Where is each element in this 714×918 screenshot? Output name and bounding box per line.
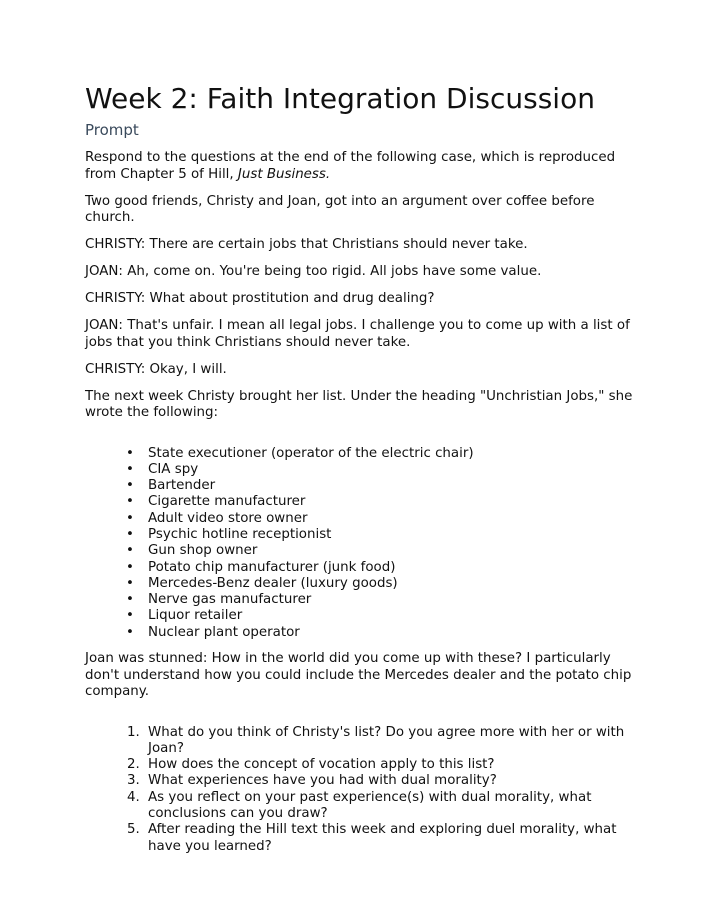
section-heading: Prompt — [85, 121, 139, 139]
question-text: After reading the Hill text this week and exploring duel morality, what have you learned? — [148, 822, 617, 854]
question-number: 5. — [127, 822, 140, 838]
question-item — [85, 822, 645, 855]
paragraph: The next week Christy brought her list. Under the heading "Unchristian Jobs," she wrote the following: — [85, 388, 633, 420]
list-item: • Bartender — [126, 478, 216, 494]
list-item: • State executioner (operator of the electric chair) — [126, 445, 474, 461]
bullet-icon: • — [126, 624, 134, 640]
question-item — [85, 790, 645, 823]
bullet-icon: • — [126, 494, 134, 510]
bullet-icon: • — [126, 575, 134, 591]
list-item: • CIA spy — [126, 461, 199, 477]
book-title: Just Business. — [237, 166, 331, 182]
list-item: • Gun shop owner — [126, 543, 258, 559]
bullet-icon: • — [126, 543, 134, 559]
paragraph: CHRISTY: Okay, I will. — [85, 361, 227, 377]
list-item: • Nuclear plant operator — [126, 624, 300, 640]
bullet-icon: • — [126, 510, 134, 526]
unchristian-jobs-list — [85, 446, 645, 642]
question-text: What do you think of Christy's list? Do you agree more with her or with Joan? — [148, 724, 625, 756]
question-number: 4. — [127, 789, 140, 805]
question-item — [85, 725, 645, 758]
intro-paragraph — [85, 150, 645, 183]
paragraph: Two good friends, Christy and Joan, got into an argument over coffee before church. — [85, 193, 595, 225]
paragraph: JOAN: That's unfair. I mean all legal jobs. I challenge you to come up with a list of jobs that you think Christians should never take. — [85, 318, 630, 350]
document-page — [85, 82, 645, 855]
bullet-icon: • — [126, 445, 134, 461]
question-text: How does the concept of vocation apply to this list? — [148, 757, 495, 773]
paragraph: JOAN: Ah, come on. You're being too rigid. All jobs have some value. — [85, 264, 542, 279]
question-item — [85, 773, 645, 789]
question-text: What experiences have you had with dual morality? — [148, 773, 497, 789]
list-item: • Liquor retailer — [126, 608, 243, 624]
questions-list — [85, 725, 645, 855]
paragraph: CHRISTY: There are certain jobs that Christians should never take. — [85, 237, 528, 252]
bullet-icon: • — [126, 526, 134, 542]
paragraph: CHRISTY: What about prostitution and drug dealing? — [85, 291, 435, 306]
bullet-icon: • — [126, 559, 134, 575]
question-number: 2. — [127, 757, 140, 773]
bullet-icon: • — [126, 478, 134, 494]
question-text: As you reflect on your past experience(s) with dual morality, what conclusions can you draw? — [148, 789, 592, 822]
intro-text: Respond to the questions at the end of the following case, which is reproduced from Chapter 5 of Hill, — [85, 150, 616, 182]
list-item: • Psychic hotline receptionist — [126, 526, 332, 542]
list-item: • Adult video store owner — [126, 510, 308, 526]
list-item: • Potato chip manufacturer (junk food) — [126, 559, 396, 575]
question-item — [85, 757, 645, 773]
bullet-icon: • — [126, 592, 134, 608]
list-item: • Nerve gas manufacturer — [126, 592, 312, 608]
bullet-icon: • — [126, 461, 134, 477]
bullet-icon: • — [126, 608, 134, 624]
list-item: • Mercedes-Benz dealer (luxury goods) — [126, 575, 398, 591]
page-title: Week 2: Faith Integration Discussion — [85, 82, 595, 115]
list-item: • Cigarette manufacturer — [126, 494, 306, 510]
question-number: 1. — [127, 724, 140, 740]
question-number: 3. — [127, 773, 140, 789]
closing-paragraph: Joan was stunned: How in the world did you come up with these? I particularly don't understand how you could include the Mercedes dealer and the potato chip company. — [85, 651, 632, 700]
